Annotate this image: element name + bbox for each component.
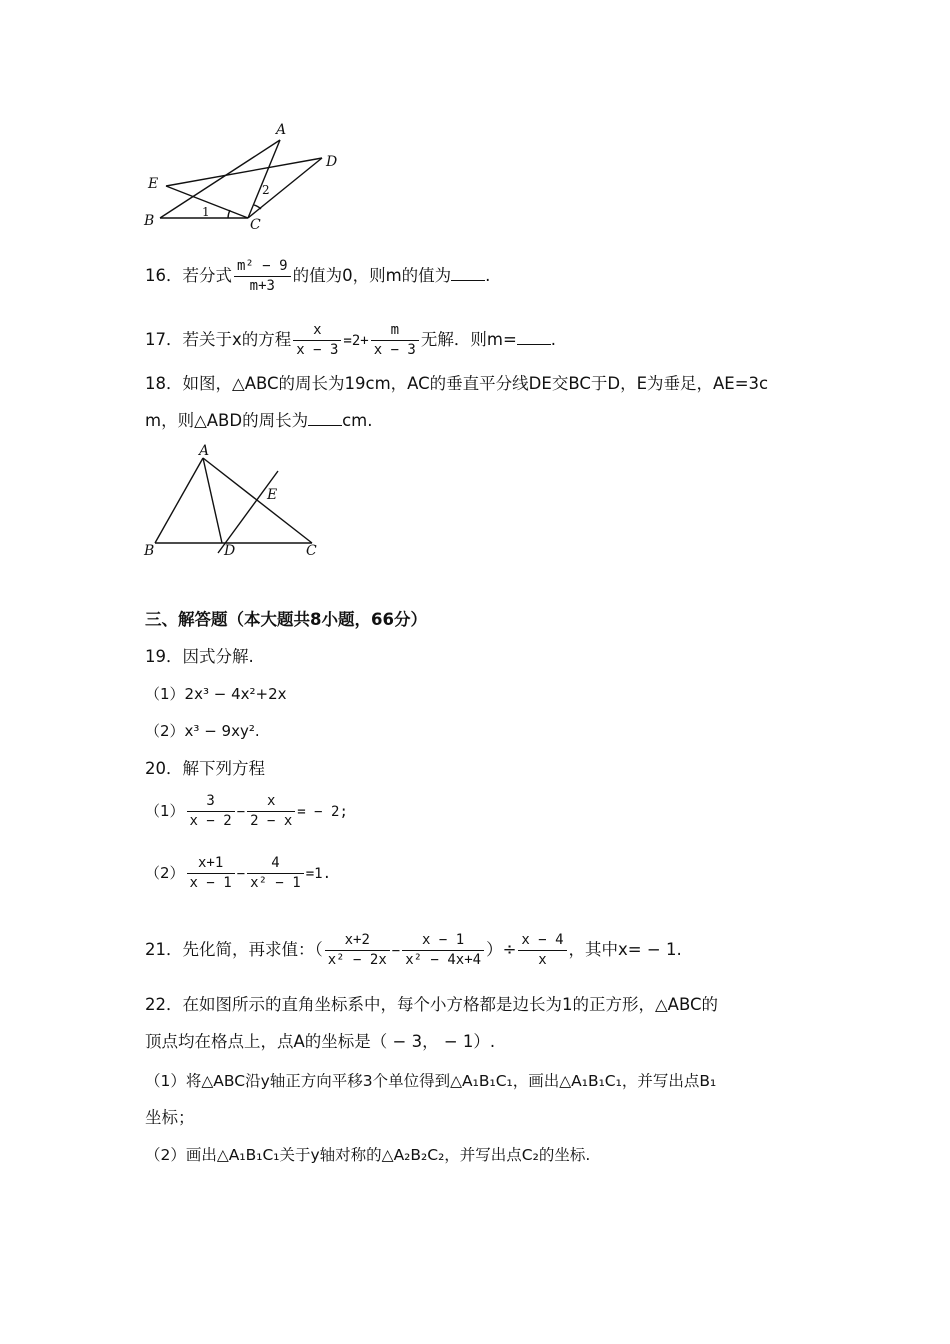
question-number: 20 (145, 759, 166, 778)
q22-part-2: （2）画出△A₁B₁C₁关于y轴对称的△A₂B₂C₂，并写出点C₂的坐标. (145, 1146, 591, 1164)
label-E: E (267, 487, 278, 503)
q19-part-1 (145, 683, 287, 705)
figure-triangle-2 (140, 443, 340, 563)
q18-text-line2-pre: m，则△ABD的周长为 (145, 411, 309, 430)
fraction-denominator: m+3 (249, 278, 275, 294)
q19-expression-2: x³ − 9xy². (184, 722, 260, 740)
label-D: D (224, 543, 236, 559)
q19-part-2 (145, 720, 260, 742)
line-AC (248, 140, 280, 218)
figure-triangles-1 (140, 118, 360, 233)
angle-arc-1 (228, 210, 230, 218)
fraction-denominator: x − 3 (373, 342, 416, 358)
fraction-denominator: x (538, 952, 547, 968)
label-A: A (276, 122, 287, 138)
question-number: 21 (145, 940, 166, 959)
fraction-denominator: x − 3 (296, 342, 339, 358)
q17-fraction-1 (293, 322, 341, 359)
label-angle1: 1 (202, 205, 210, 219)
question-18-line1: 18．如图，△ABC的周长为19cm，AC的垂直平分线DE交BC于D，E为垂足，AE=3c (145, 374, 769, 393)
line-DE-bisector (218, 471, 278, 553)
fraction-numerator: m (371, 322, 419, 341)
question-number: 16 (145, 266, 166, 285)
q19-expression-1: 2x³ − 4x²+2x (184, 685, 287, 703)
question-number: 22 (145, 995, 166, 1014)
q20-p2-rhs: =1. (305, 866, 332, 882)
fraction-denominator: x − 2 (189, 813, 232, 829)
q20-p1-fraction-1 (187, 793, 235, 830)
question-number: 19 (145, 647, 166, 666)
question-19: 19．因式分解. (145, 647, 254, 666)
question-16: 16．若分式 $\frac{\text{m² − 9}}{m+3}$ 的值为0，则m的值为 . (145, 258, 491, 294)
part-label: （1） (145, 802, 185, 820)
q16-text-pre: 若分式 (182, 266, 232, 285)
q18-text-line1: 如图，△ABC的周长为19cm，AC的垂直平分线DE交BC于D，E为垂足，AE=3c (182, 374, 769, 393)
q21-div: ）÷ (486, 940, 517, 959)
fraction-numerator: x − 1 (402, 932, 484, 951)
q17-end: . (550, 330, 557, 349)
minus-sign: − (236, 804, 246, 820)
fraction-denominator: x² − 2x (327, 952, 387, 968)
answer-blank (308, 411, 342, 426)
fraction-denominator: x² − 4x+4 (405, 952, 482, 968)
fraction-numerator: x+2 (325, 932, 390, 951)
q17-text-pre: 若关于x的方程 (182, 330, 292, 349)
question-20: 20．解下列方程 (145, 759, 265, 778)
fraction-numerator: x − 4 (518, 932, 566, 951)
question-21: 21．先化简，再求值：（ $\frac{x+2}{\text{x² − 2x}}$ − $\frac{x - 1}{\text{x² − 4x+4}}$ ）÷ $\frac{x - 4}{x}$ ，其中x= − 1. (145, 932, 682, 968)
q17-fraction-2 (371, 322, 419, 359)
label-C: C (306, 543, 317, 559)
fraction-numerator: 3 (187, 793, 235, 812)
fraction-denominator: x − 1 (189, 875, 232, 891)
q21-fraction-3 (518, 932, 566, 969)
q20-part-1 (145, 793, 348, 830)
fraction-denominator: 2 − x (250, 813, 293, 829)
label-angle2: 2 (262, 183, 270, 197)
question-number: 18 (145, 374, 166, 393)
q17-mid: =2+ (343, 333, 369, 349)
fraction-numerator: 4 (247, 855, 304, 874)
question-18-line2 (145, 410, 372, 432)
q22-part-1-line2: 坐标； (145, 1108, 195, 1127)
part-label: （1） (145, 685, 185, 703)
line-BA (155, 458, 203, 543)
q20-p2-fraction-1 (187, 855, 235, 892)
answer-blank (517, 330, 551, 345)
q20-text: 解下列方程 (182, 759, 265, 778)
q20-p2-fraction-2 (247, 855, 304, 892)
q16-end: . (485, 266, 491, 285)
q16-fraction (234, 258, 291, 295)
fraction-numerator: x (293, 322, 341, 341)
angle-arc-2 (254, 205, 261, 209)
q19-text: 因式分解. (182, 647, 254, 666)
fraction-numerator: x (247, 793, 295, 812)
label-B: B (144, 543, 155, 559)
label-B: B (144, 213, 155, 229)
q21-text-post: ，其中x= − 1. (568, 940, 682, 959)
question-22-line1: 22．在如图所示的直角坐标系中，每个小方格都是边长为1的正方形，△ABC的 (145, 995, 719, 1014)
label-E: E (148, 176, 159, 192)
question-22-line2: 顶点均在格点上，点A的坐标是（ − 3， − 1）. (145, 1032, 496, 1051)
q20-p1-rhs: = − 2; (297, 804, 348, 820)
minus-sign: − (236, 866, 246, 882)
fraction-numerator: x+1 (187, 855, 235, 874)
part-label: （2） (145, 722, 185, 740)
question-17: 17．若关于x的方程 $\frac{x}{x - 3}$ =2+ $\frac{m}{x - 3}$ 无解．则m= . (145, 322, 557, 358)
minus-sign: − (391, 943, 401, 959)
label-D: D (326, 154, 338, 170)
part-label: （2） (145, 864, 185, 882)
q16-text-post: 的值为0，则m的值为 (292, 266, 452, 285)
label-C: C (250, 217, 261, 233)
question-number: 17 (145, 330, 166, 349)
q18-text-line2-post: cm. (342, 411, 373, 430)
q21-text-pre: 先化简，再求值：（ (182, 940, 323, 959)
q21-fraction-1 (325, 932, 390, 969)
q17-text-post: 无解．则m= (420, 330, 517, 349)
q21-fraction-2 (402, 932, 484, 969)
q22-text-line1: 在如图所示的直角坐标系中，每个小方格都是边长为1的正方形，△ABC的 (182, 995, 719, 1014)
fraction-denominator: x² − 1 (250, 875, 301, 891)
q20-p1-fraction-2 (247, 793, 295, 830)
q20-part-2 (145, 855, 331, 892)
line-ED (166, 158, 322, 186)
fraction-numerator: m² − 9 (234, 258, 291, 277)
answer-blank (451, 266, 485, 281)
q22-part-1-line1: （1）将△ABC沿y轴正方向平移3个单位得到△A₁B₁C₁，画出△A₁B₁C₁，并写出点B₁ (145, 1072, 717, 1090)
line-CD (248, 158, 322, 218)
section-title: 三、解答题（本大题共8小题，66分） (145, 610, 427, 629)
label-A: A (199, 443, 210, 459)
